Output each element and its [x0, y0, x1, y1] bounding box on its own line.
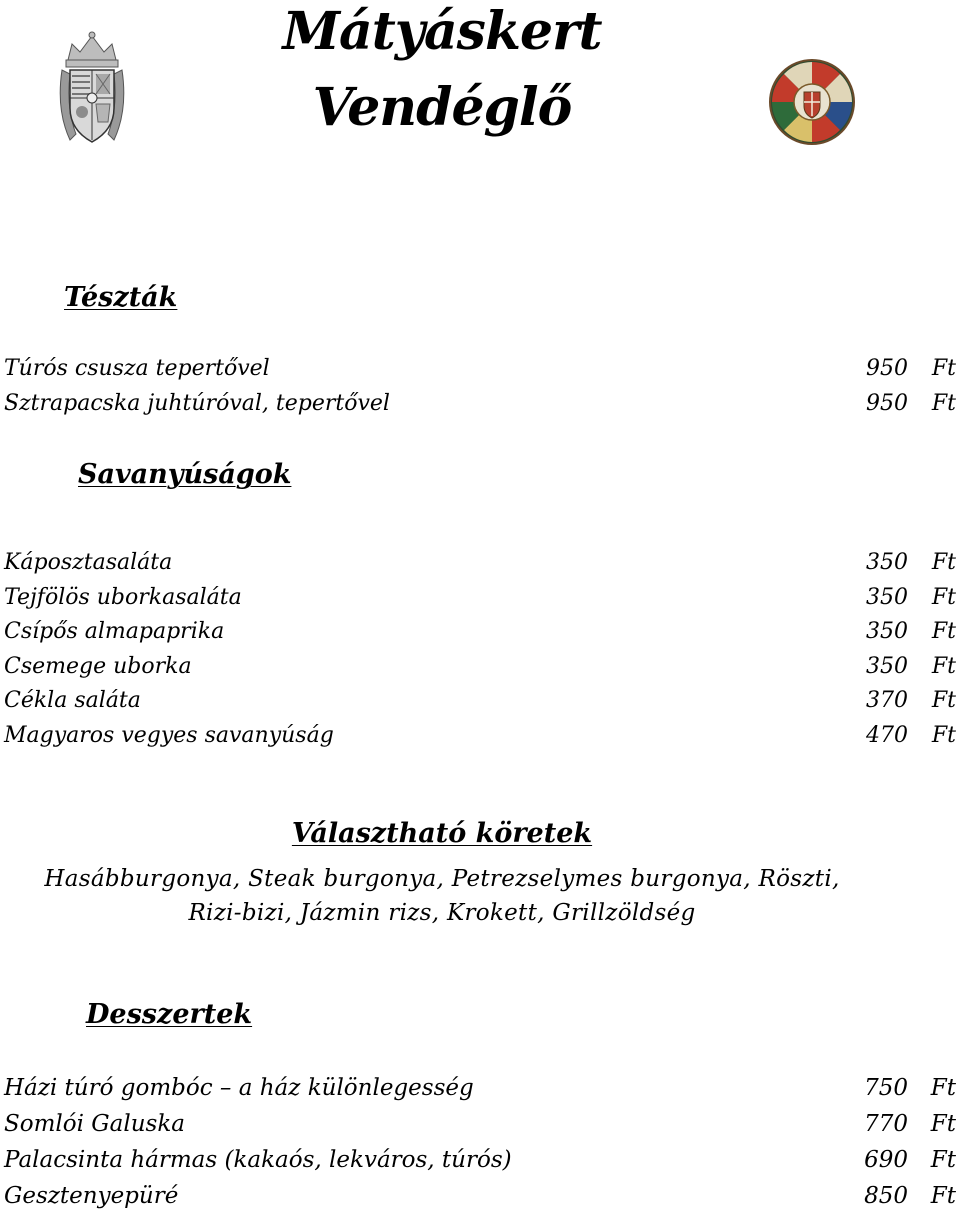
item-price: 350: [866, 653, 908, 679]
item-price: 350: [866, 584, 908, 610]
item-name: Túrós csusza tepertővel: [4, 356, 270, 381]
item-price: 770: [864, 1111, 908, 1137]
item-name: Csemege uborka: [4, 653, 192, 679]
section-heading-pasta: Tészták: [64, 282, 178, 313]
item-name: Somlói Galuska: [4, 1111, 185, 1137]
restaurant-type: Vendéglő: [312, 77, 572, 138]
item-name: Csípős almapaprika: [4, 619, 225, 644]
pasta-list: [0, 352, 958, 421]
menu-item: [0, 1106, 958, 1142]
item-name: Palacsinta hármas (kakaós, lekváros, túrós): [4, 1147, 512, 1173]
item-price: 350: [866, 619, 908, 644]
item-price: 950: [866, 356, 908, 381]
item-currency: Ft: [930, 1111, 956, 1137]
sides-line: Rizi-bizi, Jázmin rizs, Krokett, Grillzöldség: [188, 900, 696, 926]
item-name: Tejfölös uborkasaláta: [4, 584, 242, 610]
menu-item: [0, 546, 958, 581]
menu-item: [0, 1070, 958, 1106]
pickles-list: [0, 546, 958, 753]
item-price: 690: [864, 1147, 908, 1173]
item-currency: Ft: [931, 688, 956, 713]
item-price: 370: [866, 688, 908, 713]
item-currency: Ft: [931, 584, 956, 610]
sides-line: Hasábburgonya, Steak burgonya, Petrezselymes burgonya, Röszti,: [44, 866, 840, 892]
item-price: 470: [866, 722, 908, 748]
item-currency: Ft: [931, 390, 956, 416]
item-name: Cékla saláta: [4, 688, 141, 713]
item-name: Káposztasaláta: [4, 550, 173, 575]
menu-item: [0, 1142, 958, 1178]
item-currency: Ft: [931, 653, 956, 679]
menu-item: [0, 719, 958, 754]
item-currency: Ft: [930, 1183, 956, 1209]
item-currency: Ft: [931, 356, 956, 381]
item-price: 350: [866, 550, 908, 575]
item-price: 750: [864, 1075, 908, 1101]
item-name: Házi túró gombóc – a ház különlegesség: [4, 1075, 474, 1101]
item-currency: Ft: [930, 1147, 956, 1173]
section-heading-desserts: Desszertek: [86, 999, 253, 1030]
section-heading-pickles: Savanyúságok: [78, 459, 292, 490]
section-heading-sides: Választható köretek: [291, 818, 593, 849]
item-name: Sztrapacska juhtúróval, tepertővel: [4, 390, 390, 416]
menu-item: [0, 581, 958, 616]
coat-of-arms-icon: [56, 30, 128, 148]
menu-item: [0, 684, 958, 719]
menu-item: [0, 387, 958, 422]
item-currency: Ft: [931, 550, 956, 575]
item-currency: Ft: [931, 619, 956, 644]
item-name: Gesztenyepüré: [4, 1183, 179, 1209]
item-price: 850: [864, 1183, 908, 1209]
heraldic-seal-icon: [768, 58, 856, 146]
desserts-list: [0, 1070, 958, 1214]
item-name: Magyaros vegyes savanyúság: [4, 722, 334, 748]
menu-item: [0, 615, 958, 650]
item-currency: Ft: [930, 1075, 956, 1101]
restaurant-name: Mátyáskert: [282, 1, 602, 62]
menu-item: [0, 1178, 958, 1214]
item-currency: Ft: [931, 722, 956, 748]
menu-item: [0, 352, 958, 387]
item-price: 950: [866, 390, 908, 416]
menu-item: [0, 650, 958, 685]
